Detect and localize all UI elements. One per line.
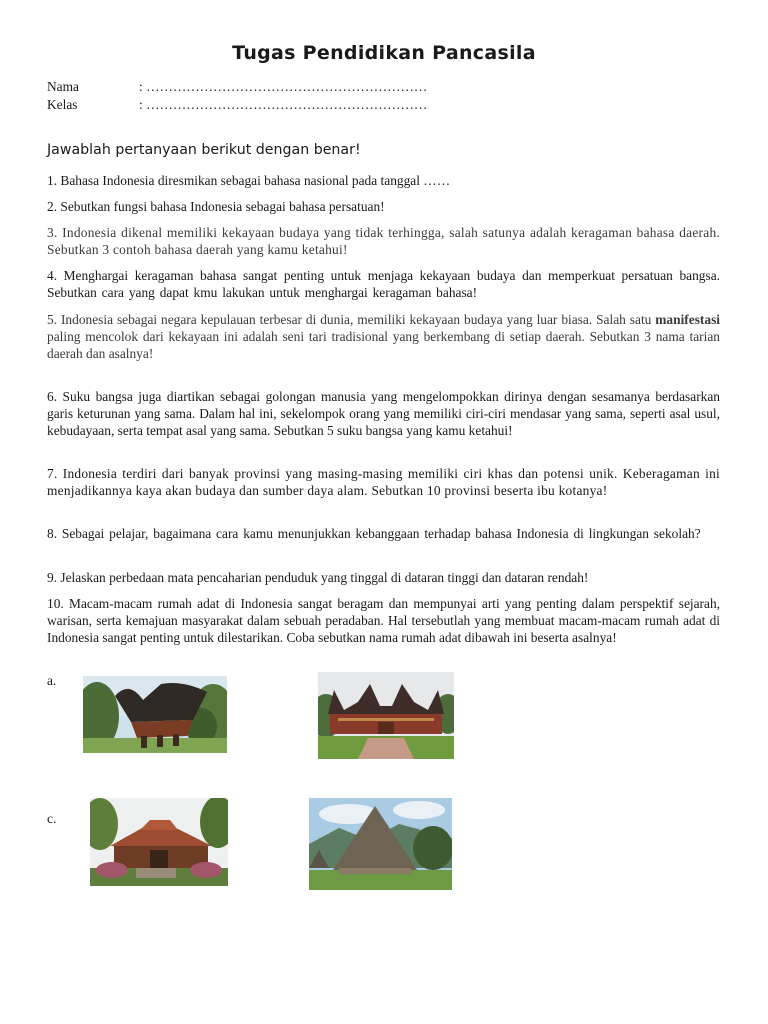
option-a-label: a. bbox=[47, 673, 57, 688]
instruction: Jawablah pertanyaan berikut dengan benar! bbox=[47, 142, 361, 158]
option-c-label: c. bbox=[47, 811, 57, 826]
question-3: 3. Indonesia dikenal memiliki kekayaan budaya yang tidak terhingga, salah satunya adalah keragaman bahasa daerah. Sebutkan 3 contoh bahasa daerah yang kamu ketahui! bbox=[47, 225, 720, 257]
question-5-text-end: paling mencolok dari kekayaan ini adalah seni tari tradisional yang berkembang di setiap daerah. Sebutkan 3 nama tarian daerah dan asalnya! bbox=[47, 329, 720, 361]
name-fill-line: : ……………………………………………………… bbox=[139, 79, 428, 94]
question-10: 10. Macam-macam rumah adat di Indonesia sangat beragam dan mempunyai arti yang penting dalam perspektif sejarah, warisan, serta kemajuan masyarakat dalam sebuah peradaban. Hal tersebutlah yang membuat macam-macam rumah adat di Indonesia sangat penting untuk dilestarikan. Coba sebutkan nama rumah adat dibawah ini beserta asalnya! bbox=[47, 596, 720, 645]
question-4: 4. Menghargai keragaman bahasa sangat penting untuk menjaga kekayaan budaya dan memperkuat persatuan bangsa. Sebutkan cara yang dapat kmu lakukan untuk menghargai keragaman bahasa! bbox=[47, 268, 720, 300]
toba-batak-house-image bbox=[83, 676, 227, 753]
mbaru-niang-image bbox=[309, 798, 452, 890]
class-label: Kelas bbox=[47, 97, 78, 112]
question-5-bold-term: manifestasi bbox=[655, 312, 720, 327]
joglo-house-image bbox=[90, 798, 228, 886]
question-9: 9. Jelaskan perbedaan mata pencaharian penduduk yang tinggal di dataran tinggi dan dataran rendah! bbox=[47, 570, 589, 585]
page-title: Tugas Pendidikan Pancasila bbox=[232, 42, 536, 64]
question-2: 2. Sebutkan fungsi bahasa Indonesia sebagai bahasa persatuan! bbox=[47, 199, 385, 214]
rumah-gadang-image bbox=[318, 672, 454, 759]
class-fill-line: : ……………………………………………………… bbox=[139, 97, 428, 112]
question-7: 7. Indonesia terdiri dari banyak provinsi yang masing-masing memiliki ciri khas dan potensi unik. Keberagaman ini menjadikannya kaya akan budaya dan sumber daya alam. Sebutkan 10 provinsi beserta ibu kotanya! bbox=[47, 466, 720, 498]
question-5 bbox=[47, 311, 720, 362]
name-label: Nama bbox=[47, 79, 79, 94]
question-6: 6. Suku bangsa juga diartikan sebagai golongan manusia yang mengelompokkan dirinya dengan sesamanya berdasarkan garis keturunan yang sama. Dalam hal ini, sekelompok orang yang memiliki ciri-ciri mendasar yang sama, seperti asal usul, kebudayaan, serta tempat asal yang sama. Sebutkan 5 suku bangsa yang kamu ketahui! bbox=[47, 389, 720, 438]
question-1: 1. Bahasa Indonesia diresmikan sebagai bahasa nasional pada tanggal …… bbox=[47, 173, 451, 188]
question-5-text-start: 5. Indonesia sebagai negara kepulauan terbesar di dunia, memiliki kekayaan budaya yang luar biasa. Salah satu bbox=[47, 312, 656, 327]
question-8: 8. Sebagai pelajar, bagaimana cara kamu menunjukkan kebanggaan terhadap bahasa Indonesia di lingkungan sekolah? bbox=[47, 526, 701, 541]
